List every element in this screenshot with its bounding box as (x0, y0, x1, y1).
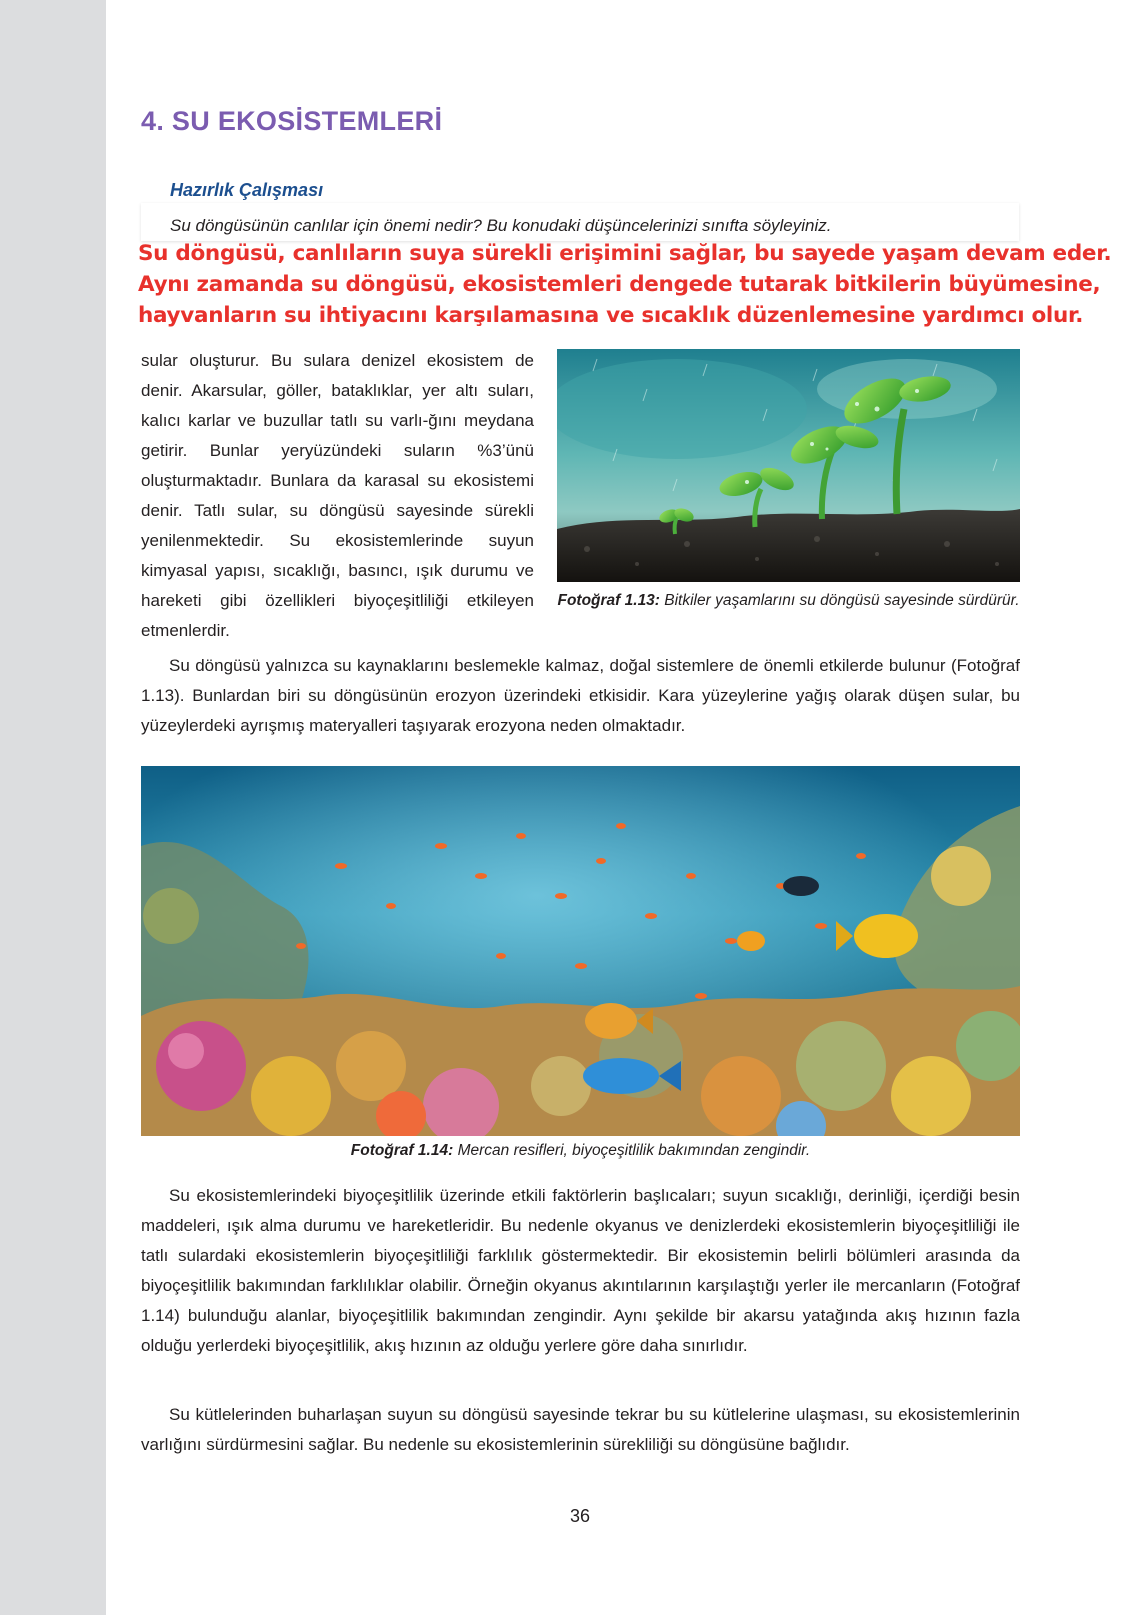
page-margin-strip (0, 0, 106, 1615)
section-title: 4. SU EKOSİSTEMLERİ (141, 106, 443, 136)
photo-caption-1313 (557, 589, 1020, 613)
left-column-text: sular oluşturur. Bu sulara denizel ekosistem de denir. Akarsular, göller, bataklıklar, yer altı suları, kalıcı karlar ve buzullar tatlı su varlı-ğını meydana getirir. Bunlar yeryüzündeki suların %3’ünü oluşturmaktadır. Bunlara da karasal su ekosistemi denir. Tatlı sular, su döngüsü sayesinde sürekli yenilenmektedir. Su ekosistemlerinde suyun kimyasal yapısı, sıcaklığı, basıncı, ışık durumu ve hareketi gibi özellikleri biyoçeşitliliği etkileyen etmenlerdir. (141, 351, 534, 640)
caption-label: Fotoğraf 1.14: (350, 1142, 454, 1159)
answer-line-2: Aynı zamanda su döngüsü, ekosistemleri dengede tutarak bitkilerin büyümesine, (138, 272, 1101, 297)
page-number: 36 (569, 1506, 591, 1526)
paragraph-erosion: Su döngüsü yalnızca su kaynaklarını beslemekle kalmaz, doğal sistemlere de önemli etkilerde bulunur (Fotoğraf 1.13). Bunlardan biri su döngüsünün erozyon üzerindeki etkisidir. Kara yüzeylerine yağış olarak düşen sular, bu yüzeylerdeki ayrışmış materyalleri taşıyarak erozyona neden olmaktadır. (141, 656, 1020, 735)
paragraph-biodiversity: Su ekosistemlerindeki biyoçeşitlilik üzerinde etkili faktörlerin başlıcaları; suyun sıcaklığı, derinliği, içerdiği besin maddeleri, ışık alma durumu ve hareketleridir. Bu nedenle okyanus ve denizlerdeki ekosistemlerin biyoçeşitliliği ile tatlı sulardaki ekosistemlerin biyoçeşitliliği farklılık göstermektedir. Bir ekosistemin belirli bölümleri arasında da biyoçeşitlilik bakımından farklılıklar olabilir. Örneğin okyanus akıntılarının karşılaştığı yerler ile mercanların (Fotoğraf 1.14) bulunduğu alanlar, biyoçeşitlilik bakımından zengindir. Aynı şekilde bir akarsu yatağında akış hızının fazla olduğu yerlerdeki biyoçeşitlilik, akış hızının az olduğu yerlere göre daha sınırlıdır. (141, 1186, 1020, 1355)
seedling-photo (557, 349, 1020, 582)
caption-text: Mercan resifleri, biyoçeşitlilik bakımından zengindir. (453, 1142, 811, 1159)
coral-reef-illustration (141, 766, 1020, 1136)
answer-line-1: Su döngüsü, canlıların suya sürekli erişimini sağlar, bu sayede yaşam devam eder. (138, 241, 1112, 266)
seedling-illustration (557, 349, 1020, 582)
caption-text: Bitkiler yaşamlarını su döngüsü sayesinde sürdürür. (659, 592, 1020, 609)
paragraph-continuity: Su kütlelerinden buharlaşan suyun su döngüsü sayesinde tekrar bu su kütlelerine ulaşması, su ekosistemlerinin varlığını sürdürmesini sağlar. Bu nedenle su ekosistemlerinin sürekliliği su döngüsüne bağlıdır. (141, 1405, 1020, 1454)
prep-heading: Hazırlık Çalışması (170, 180, 324, 200)
photo-caption-1314 (141, 1142, 1020, 1160)
prep-question: Su döngüsünün canlılar için önemi nedir? Bu konudaki düşüncelerinizi sınıfta söyleyiniz. (170, 216, 832, 235)
caption-label: Fotoğraf 1.13: (557, 592, 660, 609)
answer-line-3: hayvanların su ihtiyacını karşılamasına ve sıcaklık düzenlemesine yardımcı olur. (138, 303, 1084, 328)
coral-reef-photo (141, 766, 1020, 1136)
